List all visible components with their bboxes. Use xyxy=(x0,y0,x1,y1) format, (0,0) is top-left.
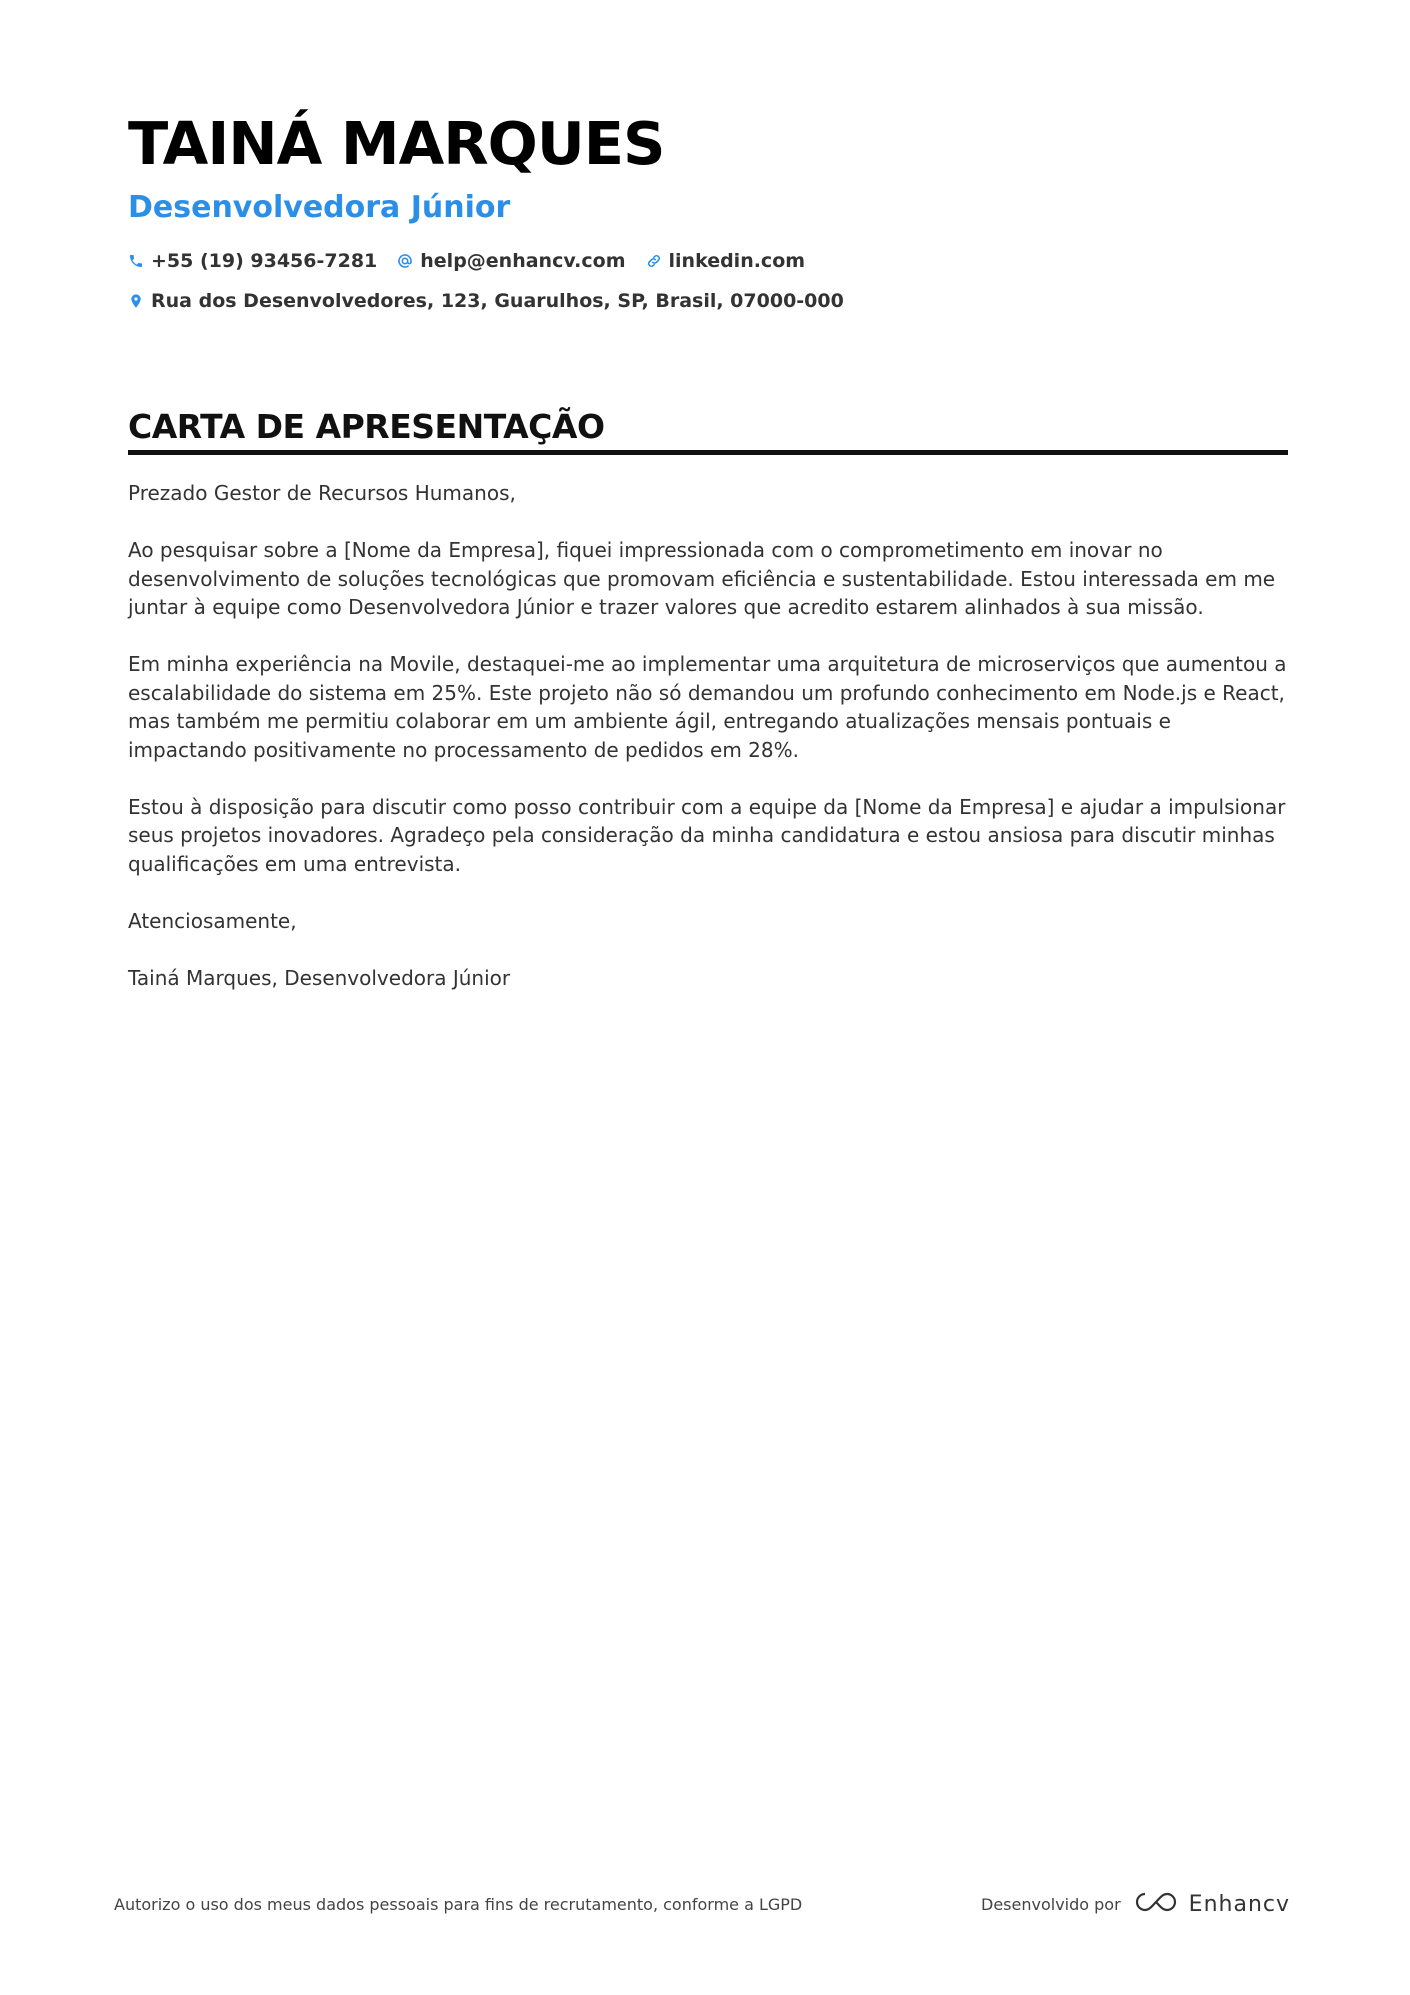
linkedin-text: linkedin.com xyxy=(668,250,806,272)
enhancv-logo xyxy=(1133,1890,1290,1918)
contact-phone[interactable] xyxy=(128,246,377,276)
footer xyxy=(114,1890,1290,1918)
contact-email[interactable] xyxy=(397,246,625,276)
link-icon xyxy=(646,252,662,270)
address-row xyxy=(128,286,1288,316)
email-text: help@enhancv.com xyxy=(420,250,626,272)
letter-paragraph: Estou à disposição para discutir como posso contribuir com a equipe da [Nome da Empresa] e ajudar a impulsionar seus projetos inovadores. Agradeço pela consideração da minha candidatura e estou ansiosa para discutir minhas qualificações em uma entrevista. xyxy=(128,794,1286,876)
letter-greeting: Prezado Gestor de Recursos Humanos, xyxy=(128,481,516,505)
powered-by-label: Desenvolvido por xyxy=(981,1894,1121,1914)
section-divider xyxy=(128,450,1288,455)
contact-linkedin[interactable] xyxy=(646,246,806,276)
location-pin-icon xyxy=(128,292,144,310)
letter-body xyxy=(128,479,1288,992)
at-icon xyxy=(397,252,413,270)
contact-row xyxy=(128,246,1288,276)
address-text: Rua dos Desenvolvedores, 123, Guarulhos, SP, Brasil, 07000-000 xyxy=(151,290,844,312)
phone-icon xyxy=(128,252,144,270)
contact-address xyxy=(128,286,844,316)
candidate-name: TAINÁ MARQUES xyxy=(128,109,665,178)
cover-letter-section xyxy=(128,406,1288,1021)
phone-text: +55 (19) 93456-7281 xyxy=(151,250,378,272)
letter-paragraph: Em minha experiência na Movile, destaquei-me ao implementar uma arquitetura de microserviços que aumentou a escalabilidade do sistema em 25%. Este projeto não só demandou um profundo conhecimento em Node.js e React, mas também me permitiu colaborar em um ambiente ágil, entregando atualizações mensais pontuais e impactando positivamente no processamento de pedidos em 28%. xyxy=(128,652,1287,762)
candidate-role: Desenvolvedora Júnior xyxy=(128,190,511,225)
brand-name: Enhancv xyxy=(1188,1891,1290,1917)
letter-paragraph: Ao pesquisar sobre a [Nome da Empresa], fiquei impressionada com o comprometimento em inovar no desenvolvimento de soluções tecnológicas que promovam eficiência e sustentabilidade. Estou interessada em me juntar à equipe como Desenvolvedora Júnior e trazer valores que acredito estarem alinhados à sua missão. xyxy=(128,538,1276,619)
header xyxy=(128,108,1288,316)
infinity-icon xyxy=(1133,1890,1179,1918)
letter-closing: Atenciosamente, xyxy=(128,908,297,933)
consent-text: Autorizo o uso dos meus dados pessoais para fins de recrutamento, conforme a LGPD xyxy=(114,1894,803,1914)
powered-by[interactable] xyxy=(981,1890,1290,1918)
letter-signature: Tainá Marques, Desenvolvedora Júnior xyxy=(128,965,511,990)
section-title: CARTA DE APRESENTAÇÃO xyxy=(128,407,605,446)
